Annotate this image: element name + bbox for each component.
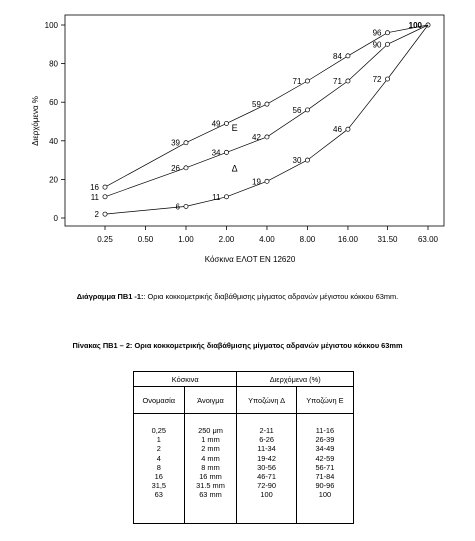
- group-header-sieves: Κόσκινα: [134, 372, 237, 387]
- data-label: 49: [211, 119, 221, 129]
- y-tick-label: 0: [53, 214, 58, 223]
- figure-caption-prefix: Διάγραμμα ΠΒ1 -1:: [76, 292, 144, 301]
- data-label: 100: [408, 21, 422, 30]
- data-point: [184, 166, 188, 170]
- data-point: [385, 42, 389, 46]
- table-cell: 0,25: [151, 426, 166, 435]
- data-point: [305, 108, 309, 112]
- data-point: [224, 121, 228, 125]
- series-line: [105, 25, 428, 214]
- table-cell: 63 mm: [199, 490, 222, 500]
- table-cell: 31.5 mm: [196, 481, 225, 491]
- y-tick-label: 100: [44, 21, 58, 30]
- data-point: [346, 127, 350, 131]
- column-opening-values: [184, 414, 237, 524]
- table-cell: 19-42: [257, 453, 277, 463]
- data-label: 96: [372, 28, 382, 38]
- column-name-values: [134, 414, 185, 524]
- y-tick-label: 20: [49, 175, 58, 185]
- table-cell: 4 mm: [201, 453, 220, 463]
- data-label: 34: [211, 148, 221, 158]
- table-cell: 26-39: [315, 435, 335, 445]
- table-cell: 72-90: [257, 481, 277, 491]
- x-tick-label: 63.00: [417, 235, 439, 244]
- data-label: 2: [94, 210, 99, 220]
- table-cell: 16: [154, 472, 163, 482]
- table-cell: 71-84: [315, 472, 335, 482]
- data-point: [103, 195, 107, 199]
- table-cell: 100: [318, 490, 332, 500]
- y-tick-label: 40: [49, 136, 58, 146]
- x-tick-label: 0.50: [137, 235, 154, 244]
- x-tick-label: 31.50: [377, 235, 398, 244]
- table-cell: 46-71: [257, 472, 277, 482]
- y-tick-label: 60: [49, 98, 58, 108]
- column-zone-d-values: [237, 414, 296, 524]
- x-tick-label: 1.00: [178, 235, 194, 244]
- data-label: 26: [171, 163, 180, 173]
- table-cell: 90-96: [315, 481, 335, 491]
- table-cell: 2 mm: [201, 444, 220, 454]
- chart-data-labels: [90, 21, 422, 219]
- data-point: [385, 31, 389, 35]
- x-axis-label: Κόσκινα ΕΛΟΤ ΕΝ 12620: [204, 255, 296, 264]
- data-point: [305, 79, 309, 83]
- table-cell: 100: [260, 490, 273, 500]
- table-cell: 34-49: [315, 444, 335, 454]
- zone-annotation: Δ: [231, 163, 238, 174]
- column-header-zone-d: Υποζώνη Δ: [237, 387, 296, 414]
- data-point: [224, 150, 228, 154]
- data-label: 59: [252, 100, 261, 110]
- column-header-name: Ονομασία: [134, 387, 185, 414]
- data-point: [103, 185, 107, 189]
- x-tick-label: 16.00: [337, 235, 358, 244]
- data-point: [103, 212, 107, 216]
- data-point: [184, 204, 188, 208]
- data-point: [305, 158, 309, 162]
- data-point: [265, 179, 269, 183]
- table-cell: 4: [156, 453, 161, 463]
- table-cell: 2: [156, 444, 161, 454]
- x-tick-label: 8.00: [299, 235, 316, 244]
- data-label: 56: [292, 105, 302, 115]
- table-cell: 1: [156, 435, 161, 445]
- data-label: 71: [292, 76, 302, 86]
- data-label: 71: [333, 76, 342, 86]
- data-point: [184, 141, 188, 145]
- group-header-passing: Διερχόμενα (%): [237, 372, 354, 387]
- data-label: 39: [171, 138, 180, 148]
- data-label: 11: [212, 192, 221, 202]
- table-cell: 30-56: [257, 462, 277, 472]
- chart-axes: [45, 15, 444, 244]
- data-label: 30: [292, 156, 302, 166]
- data-label: 84: [333, 51, 342, 61]
- table-cell: 16 mm: [199, 472, 222, 482]
- table-cell: 250 μm: [198, 426, 223, 435]
- table-cell: 2-11: [259, 426, 274, 435]
- column-zone-e-values: [296, 414, 353, 524]
- figure-caption: [0, 292, 475, 301]
- data-point: [265, 102, 269, 106]
- table-cell: 31,5: [151, 481, 166, 491]
- data-point: [346, 54, 350, 58]
- data-point: [346, 79, 350, 83]
- data-label: 6: [175, 202, 180, 212]
- data-point: [265, 135, 269, 139]
- column-header-opening: Άνοιγμα: [184, 387, 237, 414]
- chart-series: [103, 23, 430, 216]
- x-tick-label: 0.25: [97, 235, 113, 244]
- data-label: 19: [252, 177, 261, 187]
- data-label: 42: [252, 132, 261, 142]
- table-cell: 8: [156, 462, 161, 472]
- x-tick-label: 4.00: [259, 235, 275, 244]
- table-caption: Πίνακας ΠΒ1 – 2: Ορια κοκκομετρικής διαβάθμισης μίγματος αδρανών μέγιστου κόκκου 63mm: [72, 341, 403, 350]
- zone-annotation: Ε: [231, 123, 238, 134]
- x-tick-label: 2.00: [218, 235, 235, 244]
- table-cell: 56-71: [315, 462, 335, 472]
- data-label: 46: [333, 125, 342, 135]
- table-cell: 8 mm: [201, 462, 220, 472]
- table-cell: 11-16: [315, 426, 335, 435]
- table-cell: 6-26: [259, 435, 274, 445]
- data-point: [385, 77, 389, 81]
- figure-caption-text: : Ορια κοκκομετρικής διαβάθμισης μίγματος αδρανών μέγιστου κόκκου 63mm.: [143, 292, 399, 301]
- table-cell: 63: [154, 490, 163, 500]
- table-cell: 11-34: [257, 444, 276, 454]
- table-cell: 1 mm: [201, 435, 220, 445]
- y-tick-label: 80: [49, 59, 58, 69]
- column-header-zone-e: Υποζώνη Ε: [296, 387, 353, 414]
- data-label: 90: [372, 40, 382, 50]
- y-axis-label: Διερχόμενα %: [31, 96, 40, 146]
- grading-chart: [0, 0, 475, 270]
- data-label: 11: [90, 192, 99, 202]
- data-label: 16: [90, 183, 99, 193]
- table-cell: 42-59: [315, 453, 335, 463]
- series-line: [105, 25, 428, 197]
- data-point: [224, 195, 228, 199]
- grading-table: [133, 371, 354, 524]
- data-label: 72: [372, 75, 382, 85]
